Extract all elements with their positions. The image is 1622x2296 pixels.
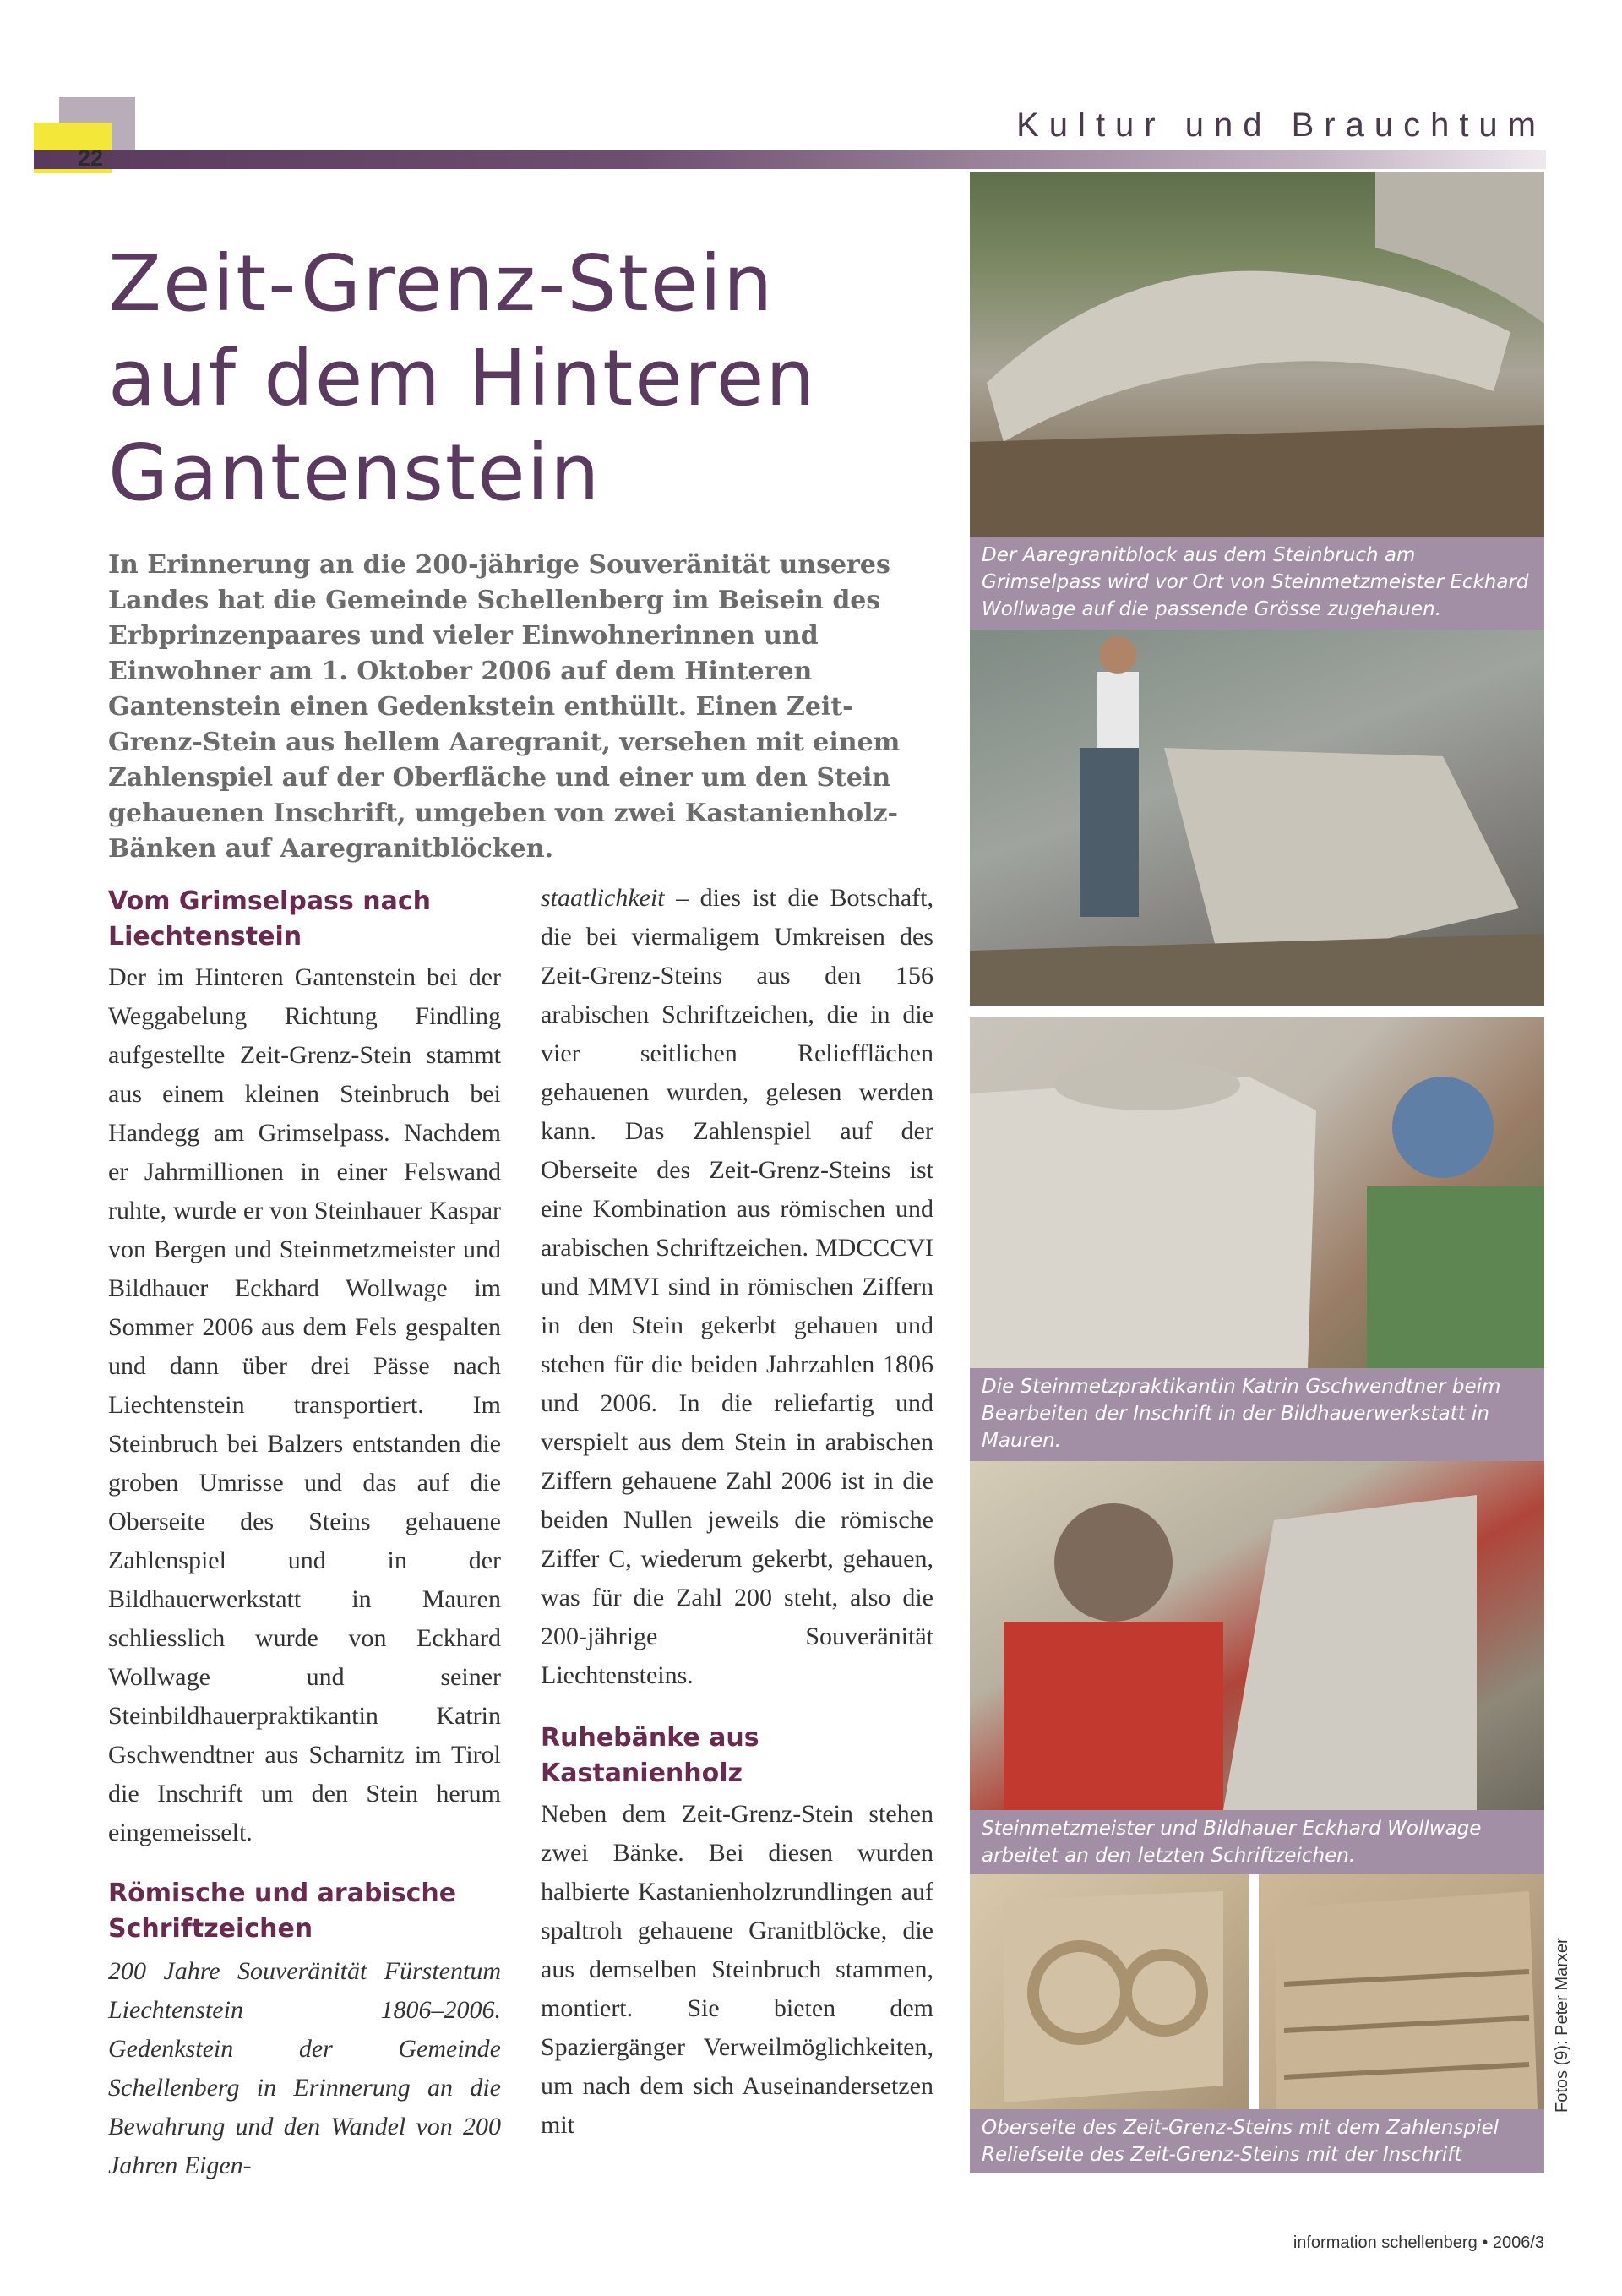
photo-illustration bbox=[970, 1017, 1544, 1368]
photo-caption: Steinmetzmeister und Bildhauer Eckhard Wollwage arbeitet an den letzten Schriftzeichen. bbox=[970, 1810, 1544, 1874]
photo-caption-line: Reliefseite des Zeit-Grenz-Steins mit der Inschrift bbox=[982, 2144, 1462, 2166]
photo-apprentice-carving bbox=[970, 1017, 1544, 1368]
photo-caption: Die Steinmetzpraktikantin Katrin Gschwendtner beim Bearbeiten der Inschrift in der Bildhauerwerkstatt in Mauren. bbox=[970, 1368, 1544, 1461]
worker-head-shape bbox=[1099, 636, 1136, 674]
body-paragraph: Neben dem Zeit-Grenz-Stein stehen zwei Bänke. Bei diesen wurden halbierte Kastanienholzrundlingen auf spaltroh gehauene Granitblöcke, die aus demselben Steinbruch stammen, montiert. Sie bieten dem Spaziergänger Verweilmöglichkeiten, um nach dem sich Auseinandersetzen mit bbox=[541, 1800, 933, 2139]
photo-illustration bbox=[1259, 1874, 1544, 2109]
section-heading: Römische und arabische Schriftzeichen bbox=[108, 1879, 457, 1944]
stone-cube-shape bbox=[970, 1077, 1316, 1368]
page-footer: information schellenberg • 2006/3 bbox=[1293, 2233, 1544, 2252]
sculptor-head-shape bbox=[1054, 1503, 1173, 1622]
photo-stonemason-cutting bbox=[970, 630, 1544, 1006]
photo-master-carving bbox=[970, 1461, 1544, 1810]
photo-illustration bbox=[970, 1874, 1249, 2109]
title-line: Zeit-Grenz-Stein bbox=[108, 238, 775, 329]
italic-phrase: staatlichkeit bbox=[541, 884, 665, 912]
photo-illustration bbox=[970, 1461, 1544, 1810]
page-number: 22 bbox=[78, 145, 104, 171]
photo-credit: Fotos (9): Peter Marxer bbox=[1553, 1938, 1571, 2113]
title-line: Gantenstein bbox=[108, 428, 601, 518]
article-intro: In Erinnerung an die 200-jährige Souveränität unseres Landes hat die Gemeinde Schellenberg im Beisein des Erbprinzenpaares und vieler Einwohnerinnen und Einwohner am 1. Oktober 2006 auf dem Hinteren Gantenstein einen Gedenkstein enthüllt. Einen Zeit-Grenz-Stein aus hellem Aaregranit, versehen mit einem Zahlenspiel auf der Oberfläche und einer um den Stein gehauenen Inschrift, umgeben von zwei Kastanienholz-Bänken auf Aaregranitblöcken. bbox=[108, 550, 901, 864]
photo-illustration bbox=[970, 630, 1544, 1006]
photo-caption-double bbox=[970, 2109, 1544, 2173]
photo-illustration bbox=[970, 172, 1544, 537]
article-title bbox=[108, 237, 961, 521]
stone-relief-shape bbox=[1223, 1495, 1477, 1810]
body-text: – dies ist die Botschaft, die bei viermaligem Umkreisen des Zeit-Grenz-Steins aus den 156 arabischen Schriftzeichen, die in die vier seitlichen Reliefflächen gehauenen wurden, gelesen werden kann. Das Zahlenspiel auf der Oberseite des Zeit-Grenz-Steins ist eine Kombination aus römischen und arabischen Schriftzeichen. MDCCCVI und MMVI sind in römischen Ziffern in den Stein gekerbt gehauen und stehen für die beiden Jahrzahlen 1806 und 2006. In die reliefartig und verspielt aus dem Stein in arabischen Ziffern gehauene Zahl 2006 ist in die beiden Nullen jeweils die römische Ziffer C, wiederum gekerbt, gehauen, was für die Zahl 200 steht, also die 200-jährige Souveränität Liechtensteins. bbox=[541, 884, 933, 1689]
title-line: auf dem Hinteren bbox=[108, 333, 817, 423]
header-gradient-bar bbox=[34, 150, 1546, 169]
photo-caption: Der Aaregranitblock aus dem Steinbruch am Grimselpass wird vor Ort von Steinmetzmeister Eckhard Wollwage auf die passende Grösse zugehauen. bbox=[970, 537, 1544, 630]
text-column-1 bbox=[108, 884, 501, 2185]
worker-legs-shape bbox=[1080, 748, 1139, 917]
sculptor-shirt-shape bbox=[1004, 1622, 1223, 1810]
worker-shirt-shape bbox=[1097, 672, 1139, 748]
ground-shape bbox=[970, 934, 1544, 1006]
photo-stone-top bbox=[970, 1874, 1249, 2109]
text-column-2 bbox=[541, 879, 933, 2145]
section-heading: Ruhebänke aus Kastanienholz bbox=[541, 1723, 759, 1788]
body-paragraph: 200 Jahre Souveränität Fürstentum Liechtenstein 1806–2006. Gedenkstein der Gemeinde Schellenberg in Erinnerung an die Bewahrung und den Wandel von 200 Jahren Eigen- bbox=[108, 1957, 501, 2179]
photo-stone-relief-side bbox=[1259, 1874, 1544, 2109]
granite-slab-shape bbox=[987, 271, 1510, 442]
section-title: Kultur und Brauchtum bbox=[1016, 106, 1546, 144]
apprentice-shirt-shape bbox=[1367, 1186, 1544, 1368]
body-paragraph: Der im Hinteren Gantenstein bei der Weggabelung Richtung Findling aufgestellte Zeit-Grenz-Stein stammt aus einem kleinen Steinbruch bei Handegg am Grimselpass. Nachdem er Jahrmillionen in einer Felswand ruhte, wurde er von Steinhauer Kaspar von Bergen und Steinmetzmeister und Bildhauer Eckhard Wollwage im Sommer 2006 aus dem Fels gespalten und dann über drei Pässe nach Liechtenstein transportiert. Im Steinbruch bei Balzers entstanden die groben Umrisse und das auf die Oberseite des Steins gehauene Zahlenspiel und in der Bildhauerwerkstatt in Mauren schliesslich wurde von Eckhard Wollwage und seiner Steinbildhauerpraktikantin Katrin Gschwendtner aus Scharnitz im Tirol die Inschrift um den Stein herum eingemeisselt. bbox=[108, 963, 501, 1846]
photo-caption-line: Oberseite des Zeit-Grenz-Steins mit dem Zahlenspiel bbox=[982, 2117, 1500, 2139]
section-heading: Vom Grimselpass nach Liechtenstein bbox=[108, 886, 431, 952]
apprentice-headscarf-shape bbox=[1392, 1077, 1494, 1178]
body-paragraph bbox=[541, 879, 933, 1695]
relief-numbers-shape bbox=[1054, 1060, 1240, 1110]
photo-quarry-granite-block bbox=[970, 172, 1544, 537]
ground-shape bbox=[970, 425, 1544, 537]
